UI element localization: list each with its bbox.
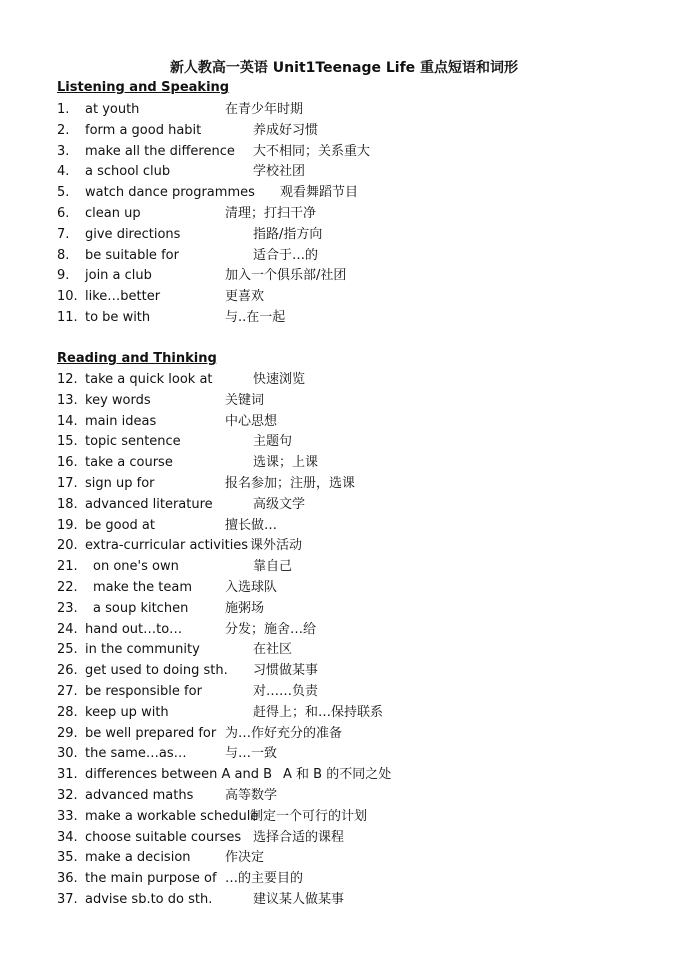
chinese-meaning: 靠自己 [253, 559, 293, 575]
list-item [0, 100, 688, 120]
chinese-meaning: 为…作好充分的准备 [225, 725, 343, 741]
list-item [0, 183, 688, 203]
item-number: 15. [57, 434, 78, 450]
english-phrase: extra-curricular activities [85, 538, 249, 554]
list-item [0, 121, 688, 141]
english-phrase: advanced literature [85, 496, 213, 512]
document-title: 新人教高一英语 Unit1Teenage Life 重点短语和词形 [169, 60, 519, 76]
item-number: 23. [57, 600, 78, 616]
list-item [0, 807, 688, 827]
section-heading-listening-speaking: Listening and Speaking [57, 80, 230, 95]
list-item [0, 828, 688, 848]
list-item [0, 661, 688, 681]
chinese-meaning: 指路/指方向 [253, 226, 323, 242]
list-item [0, 786, 688, 806]
english-phrase: make a decision [85, 850, 191, 866]
chinese-meaning: 适合于…的 [253, 247, 319, 263]
chinese-meaning: 更喜欢 [225, 289, 265, 305]
list-item [0, 162, 688, 182]
list-item [0, 495, 688, 515]
item-number: 9. [57, 268, 70, 284]
item-number: 1. [57, 102, 70, 117]
english-phrase: take a quick look at [85, 372, 213, 387]
english-phrase: differences between A and B [85, 767, 273, 783]
list-item [0, 724, 688, 744]
chinese-meaning: 观看舞蹈节目 [280, 185, 359, 201]
chinese-meaning: 加入一个俱乐部/社团 [225, 268, 347, 284]
item-number: 25. [57, 642, 78, 658]
item-number: 6. [57, 206, 70, 221]
chinese-meaning: 在青少年时期 [225, 102, 304, 117]
item-number: 17. [57, 476, 78, 491]
chinese-meaning: 对……负责 [253, 684, 319, 699]
item-number: 2. [57, 122, 70, 138]
english-phrase: the same…as… [85, 746, 187, 762]
english-phrase: get used to doing sth. [85, 663, 228, 679]
list-item [0, 848, 688, 868]
chinese-meaning: 擅长做… [225, 517, 278, 533]
list-item [0, 744, 688, 764]
english-phrase: in the community [85, 642, 200, 658]
list-item [0, 599, 688, 619]
list-item [0, 516, 688, 536]
list-item [0, 474, 688, 494]
chinese-meaning: 选择合适的课程 [253, 829, 345, 845]
item-number: 16. [57, 455, 78, 471]
list-item [0, 266, 688, 286]
chinese-meaning: 选课；上课 [253, 455, 319, 471]
english-phrase: make all the difference [85, 143, 235, 159]
chinese-meaning: 关键词 [225, 392, 265, 408]
chinese-meaning: 在社区 [253, 642, 293, 658]
english-phrase: main ideas [85, 413, 157, 429]
item-number: 11. [57, 310, 78, 325]
item-number: 4. [57, 164, 70, 180]
list-item [0, 308, 688, 328]
list-item [0, 370, 688, 390]
chinese-meaning: 高等数学 [225, 788, 278, 803]
item-number: 20. [57, 538, 78, 554]
item-number: 3. [57, 143, 70, 159]
item-number: 22. [57, 580, 78, 595]
english-phrase: be suitable for [85, 247, 179, 263]
chinese-meaning: 大不相同；关系重大 [253, 143, 371, 159]
chinese-meaning: 学校社团 [253, 164, 306, 180]
list-item [0, 703, 688, 723]
english-phrase: clean up [85, 206, 141, 221]
english-phrase: form a good habit [85, 122, 202, 138]
chinese-meaning: 快速浏览 [253, 372, 306, 387]
chinese-meaning: 养成好习惯 [253, 122, 319, 138]
list-item [0, 432, 688, 452]
list-item [0, 204, 688, 224]
english-phrase: make the team [93, 580, 193, 595]
chinese-meaning: 报名参加；注册，选课 [225, 476, 356, 491]
list-item [0, 142, 688, 162]
list-item [0, 620, 688, 640]
item-number: 29. [57, 725, 78, 741]
english-phrase: the main purpose of [85, 871, 217, 887]
english-phrase: take a course [85, 455, 173, 471]
item-number: 30. [57, 746, 78, 762]
list-item [0, 391, 688, 411]
chinese-meaning: 清理；打扫干净 [225, 206, 317, 221]
item-number: 12. [57, 372, 78, 387]
list-item [0, 682, 688, 702]
chinese-meaning: …的主要目的 [225, 871, 304, 887]
english-phrase: hand out…to… [85, 621, 183, 637]
list-item [0, 225, 688, 245]
chinese-meaning: 主题句 [253, 434, 293, 450]
list-item [0, 578, 688, 598]
list-item [0, 453, 688, 473]
english-phrase: advanced maths [85, 788, 194, 803]
list-item [0, 890, 688, 910]
english-phrase: be well prepared for [85, 725, 217, 741]
english-phrase: topic sentence [85, 434, 181, 450]
list-item [0, 557, 688, 577]
item-number: 27. [57, 684, 78, 699]
english-phrase: watch dance programmes [85, 185, 255, 201]
english-phrase: to be with [85, 310, 151, 325]
list-item [0, 287, 688, 307]
english-phrase: choose suitable courses [85, 829, 242, 845]
english-phrase: keep up with [85, 704, 169, 720]
item-number: 32. [57, 788, 78, 803]
list-item [0, 869, 688, 889]
english-phrase: a soup kitchen [93, 600, 189, 616]
english-phrase: a school club [85, 164, 171, 180]
chinese-meaning: A 和 B 的不同之处 [283, 767, 392, 783]
item-number: 8. [57, 247, 70, 263]
chinese-meaning: 与…一致 [225, 746, 278, 762]
item-number: 10. [57, 289, 78, 305]
english-phrase: give directions [85, 226, 181, 242]
item-number: 21. [57, 559, 78, 575]
item-number: 34. [57, 829, 78, 845]
english-phrase: sign up for [85, 476, 155, 491]
list-item [0, 640, 688, 660]
item-number: 13. [57, 392, 78, 408]
item-number: 26. [57, 663, 78, 679]
section-heading-reading-thinking: Reading and Thinking [57, 351, 217, 366]
item-number: 14. [57, 413, 78, 429]
chinese-meaning: 施粥场 [225, 600, 265, 616]
english-phrase: like…better [85, 289, 161, 305]
chinese-meaning: 课外活动 [250, 538, 303, 554]
item-number: 36. [57, 871, 78, 887]
item-number: 33. [57, 808, 78, 824]
item-number: 37. [57, 892, 78, 907]
english-phrase: advise sb.to do sth. [85, 892, 213, 907]
list-item [0, 536, 688, 556]
chinese-meaning: 中心思想 [225, 413, 278, 429]
chinese-meaning: 作决定 [225, 850, 265, 866]
english-phrase: on one's own [93, 559, 179, 575]
chinese-meaning: 习惯做某事 [253, 663, 319, 679]
chinese-meaning: 与..在一起 [225, 310, 286, 325]
item-number: 28. [57, 704, 78, 720]
item-number: 24. [57, 621, 78, 637]
chinese-meaning: 赶得上；和…保持联系 [253, 704, 384, 720]
chinese-meaning: 建议某人做某事 [253, 892, 345, 907]
chinese-meaning: 分发；施舍…给 [225, 621, 317, 637]
english-phrase: be responsible for [85, 684, 202, 699]
english-phrase: be good at [85, 517, 155, 533]
chinese-meaning: 制定一个可行的计划 [250, 808, 368, 824]
chinese-meaning: 高级文学 [253, 496, 306, 512]
item-number: 31. [57, 767, 78, 783]
list-item [0, 412, 688, 432]
english-phrase: make a workable schedule [85, 808, 259, 824]
list-item [0, 765, 688, 785]
english-phrase: at youth [85, 102, 140, 117]
item-number: 5. [57, 185, 70, 201]
english-phrase: join a club [85, 268, 152, 284]
item-number: 18. [57, 496, 78, 512]
english-phrase: key words [85, 392, 151, 408]
item-number: 7. [57, 226, 70, 242]
chinese-meaning: 入选球队 [225, 580, 278, 595]
item-number: 19. [57, 517, 78, 533]
item-number: 35. [57, 850, 78, 866]
list-item [0, 246, 688, 266]
